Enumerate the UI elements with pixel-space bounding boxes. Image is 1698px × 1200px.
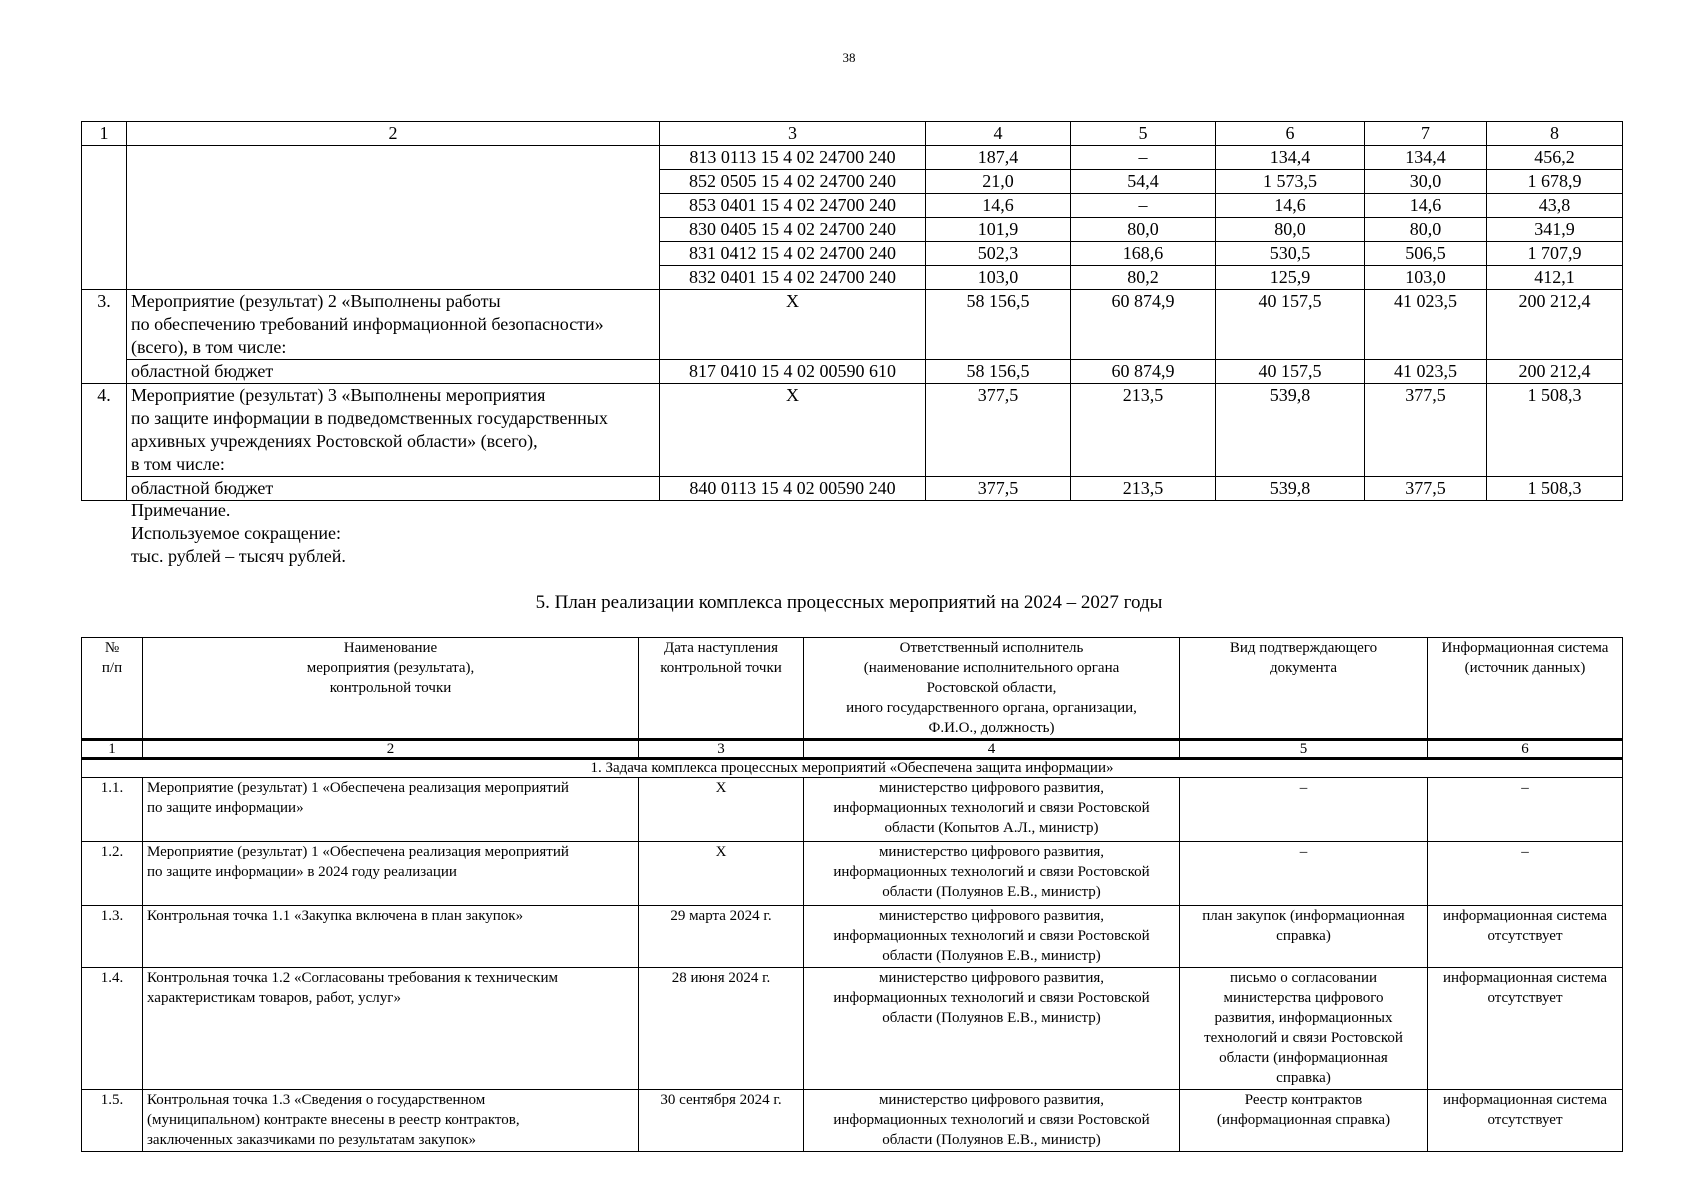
value-cell: 14,6: [926, 194, 1071, 218]
activity-name-line: Мероприятие (результат) 3 «Выполнены мероприятия: [131, 385, 546, 405]
header-line: Ответственный исполнитель: [899, 640, 1084, 656]
responsible-line: информационных технологий и связи Ростовской: [833, 1112, 1150, 1128]
responsible-line: министерство цифрового развития,: [878, 1092, 1105, 1108]
table-header-row: [82, 122, 1623, 146]
empty-cell: [127, 146, 660, 290]
value-cell: 80,0: [1216, 218, 1365, 242]
info-system-line: информационная система: [1442, 970, 1608, 986]
document-line: (информационная справка): [1216, 1112, 1391, 1128]
header-cell: [804, 638, 1180, 740]
value-cell: 1 707,9: [1487, 242, 1623, 266]
value-cell: 187,4: [926, 146, 1071, 170]
activity-name: [143, 842, 639, 906]
value-cell: 60 874,9: [1071, 360, 1216, 384]
header-cell: [1180, 638, 1428, 740]
value-cell: 377,5: [926, 477, 1071, 501]
task-row: [82, 759, 1623, 778]
table-row: [82, 477, 1623, 501]
document-line: –: [1299, 844, 1308, 860]
budget-code: X: [660, 384, 926, 477]
document-line: письмо о согласовании: [1229, 970, 1378, 986]
activity-name: [143, 1090, 639, 1152]
document-line: –: [1299, 780, 1308, 796]
responsible-line: области (Полуянов Е.В., министр): [882, 1132, 1101, 1148]
responsible-executor: [804, 906, 1180, 968]
value-cell: 412,1: [1487, 266, 1623, 290]
info-system: [1428, 906, 1623, 968]
activity-name-line: по обеспечению требований информационной безопасности»: [131, 314, 604, 334]
value-cell: 134,4: [1216, 146, 1365, 170]
document-type: [1180, 906, 1428, 968]
header-cell: 8: [1487, 122, 1623, 146]
info-system-line: отсутствует: [1487, 990, 1563, 1006]
table-row: [82, 384, 1623, 477]
header-cell: 5: [1071, 122, 1216, 146]
info-system: [1428, 842, 1623, 906]
header-line: (источник данных): [1464, 660, 1586, 676]
column-number: 5: [1180, 740, 1428, 759]
header-line: иного государственного органа, организации,: [846, 700, 1137, 716]
value-cell: 80,2: [1071, 266, 1216, 290]
document-line: развития, информационных: [1214, 1010, 1393, 1026]
value-cell: 502,3: [926, 242, 1071, 266]
header-line: контрольной точки: [329, 680, 452, 696]
value-cell: 377,5: [1365, 384, 1487, 477]
responsible-executor: [804, 1090, 1180, 1152]
value-cell: 1 573,5: [1216, 170, 1365, 194]
value-cell: 341,9: [1487, 218, 1623, 242]
info-system: [1428, 778, 1623, 842]
value-cell: 539,8: [1216, 477, 1365, 501]
responsible-line: министерство цифрового развития,: [878, 908, 1105, 924]
document-line: справка): [1276, 928, 1331, 944]
activity-name-line: характеристикам товаров, работ, услуг»: [147, 990, 401, 1006]
responsible-line: министерство цифрового развития,: [878, 844, 1105, 860]
responsible-line: области (Полуянов Е.В., министр): [882, 1010, 1101, 1026]
responsible-line: области (Полуянов Е.В., министр): [882, 884, 1101, 900]
responsible-line: информационных технологий и связи Ростовской: [833, 864, 1150, 880]
value-cell: 40 157,5: [1216, 290, 1365, 360]
document-line: технологий и связи Ростовской: [1204, 1030, 1403, 1046]
column-number: 1: [82, 740, 143, 759]
budget-code: 817 0410 15 4 02 00590 610: [660, 360, 926, 384]
value-cell: 43,8: [1487, 194, 1623, 218]
value-cell: 200 212,4: [1487, 290, 1623, 360]
header-line: Ф.И.О., должность): [928, 720, 1055, 736]
budget-code: 852 0505 15 4 02 24700 240: [660, 170, 926, 194]
table-row: [82, 906, 1623, 968]
note-line: Используемое сокращение:: [131, 523, 341, 543]
activity-name-line: Контрольная точка 1.1 «Закупка включена в план закупок»: [147, 908, 524, 924]
value-cell: 58 156,5: [926, 290, 1071, 360]
table-header-row: [82, 638, 1623, 740]
row-number: 1.4.: [82, 968, 143, 1090]
table-row: [82, 842, 1623, 906]
value-cell: 134,4: [1365, 146, 1487, 170]
budget-code: 840 0113 15 4 02 00590 240: [660, 477, 926, 501]
value-cell: 14,6: [1216, 194, 1365, 218]
responsible-executor: [804, 968, 1180, 1090]
activity-name-line: Мероприятие (результат) 1 «Обеспечена реализация мероприятий: [147, 844, 569, 860]
header-cell: 1: [82, 122, 127, 146]
responsible-line: информационных технологий и связи Ростовской: [833, 800, 1150, 816]
budget-code: 813 0113 15 4 02 24700 240: [660, 146, 926, 170]
budget-source: областной бюджет: [127, 477, 660, 501]
document-line: министерства цифрового: [1223, 990, 1384, 1006]
row-number: 3.: [82, 290, 127, 384]
responsible-line: области (Полуянов Е.В., министр): [882, 948, 1101, 964]
empty-cell: [82, 146, 127, 290]
document-line: справка): [1276, 1070, 1331, 1086]
value-cell: 1 508,3: [1487, 384, 1623, 477]
note-line: тыс. рублей – тысяч рублей.: [131, 546, 346, 566]
control-date: X: [639, 842, 804, 906]
value-cell: 103,0: [1365, 266, 1487, 290]
header-line: №: [104, 640, 120, 656]
activity-name-line: архивных учреждениях Ростовской области» (всего),: [131, 431, 538, 451]
table-row: [82, 968, 1623, 1090]
responsible-line: информационных технологий и связи Ростовской: [833, 928, 1150, 944]
value-cell: 125,9: [1216, 266, 1365, 290]
value-cell: 101,9: [926, 218, 1071, 242]
header-line: п/п: [101, 660, 123, 676]
column-number-row: [82, 740, 1623, 759]
header-cell: 2: [127, 122, 660, 146]
document-type: [1180, 1090, 1428, 1152]
value-cell: 213,5: [1071, 384, 1216, 477]
activity-name-line: в том числе:: [131, 454, 225, 474]
activity-name-line: по защите информации в подведомственных государственных: [131, 408, 608, 428]
value-cell: 168,6: [1071, 242, 1216, 266]
note-title: Примечание.: [131, 500, 231, 520]
value-cell: 103,0: [926, 266, 1071, 290]
responsible-line: информационных технологий и связи Ростовской: [833, 990, 1150, 1006]
row-number: 1.3.: [82, 906, 143, 968]
task-title: 1. Задача комплекса процессных мероприятий «Обеспечена защита информации»: [82, 759, 1623, 778]
value-cell: 14,6: [1365, 194, 1487, 218]
table-row: [82, 290, 1623, 360]
budget-source: областной бюджет: [127, 360, 660, 384]
header-line: Информационная система: [1441, 640, 1609, 656]
column-number: 6: [1428, 740, 1623, 759]
budget-code: 830 0405 15 4 02 24700 240: [660, 218, 926, 242]
column-number: 4: [804, 740, 1180, 759]
activity-name-line: по защите информации»: [147, 800, 304, 816]
value-cell: 21,0: [926, 170, 1071, 194]
info-system-line: отсутствует: [1487, 1112, 1563, 1128]
column-number: 3: [639, 740, 804, 759]
control-date: X: [639, 778, 804, 842]
activity-name-line: заключенных заказчиками по результатам закупок»: [147, 1132, 477, 1148]
activity-name-line: по защите информации» в 2024 году реализации: [147, 864, 457, 880]
budget-code: X: [660, 290, 926, 360]
value-cell: 200 212,4: [1487, 360, 1623, 384]
header-line: Ростовской области,: [926, 680, 1057, 696]
document-line: области (информационная: [1219, 1050, 1388, 1066]
activity-name: [143, 906, 639, 968]
responsible-executor: [804, 778, 1180, 842]
value-cell: 60 874,9: [1071, 290, 1216, 360]
control-date: 30 сентября 2024 г.: [639, 1090, 804, 1152]
header-cell: [143, 638, 639, 740]
value-cell: 377,5: [1365, 477, 1487, 501]
table-row: [82, 360, 1623, 384]
value-cell: 530,5: [1216, 242, 1365, 266]
header-cell: [82, 638, 143, 740]
section-title: 5. План реализации комплекса процессных мероприятий на 2024 – 2027 годы: [535, 592, 1163, 613]
budget-code: 831 0412 15 4 02 24700 240: [660, 242, 926, 266]
value-cell: 377,5: [926, 384, 1071, 477]
funding-table: [81, 121, 1623, 501]
value-cell: 1 678,9: [1487, 170, 1623, 194]
info-system-line: информационная система: [1442, 1092, 1608, 1108]
responsible-executor: [804, 842, 1180, 906]
value-cell: –: [1071, 194, 1216, 218]
activity-name-line: (всего), в том числе:: [131, 337, 287, 357]
header-cell: 4: [926, 122, 1071, 146]
column-number: 2: [143, 740, 639, 759]
activity-name-line: Мероприятие (результат) 1 «Обеспечена реализация мероприятий: [147, 780, 569, 796]
value-cell: 456,2: [1487, 146, 1623, 170]
activity-name: [127, 384, 660, 477]
header-cell: 7: [1365, 122, 1487, 146]
header-cell: [1428, 638, 1623, 740]
value-cell: 506,5: [1365, 242, 1487, 266]
table-row: [82, 1090, 1623, 1152]
info-system-line: информационная система: [1442, 908, 1608, 924]
document-type: [1180, 842, 1428, 906]
activity-name-line: Мероприятие (результат) 2 «Выполнены работы: [131, 291, 501, 311]
value-cell: 539,8: [1216, 384, 1365, 477]
header-cell: 3: [660, 122, 926, 146]
value-cell: 1 508,3: [1487, 477, 1623, 501]
info-system-line: –: [1521, 780, 1529, 796]
responsible-line: министерство цифрового развития,: [878, 970, 1105, 986]
value-cell: 80,0: [1071, 218, 1216, 242]
header-line: (наименование исполнительного органа: [863, 660, 1120, 676]
responsible-line: области (Копытов А.Л., министр): [884, 820, 1099, 836]
budget-code: 832 0401 15 4 02 24700 240: [660, 266, 926, 290]
value-cell: 80,0: [1365, 218, 1487, 242]
info-system-line: –: [1521, 844, 1529, 860]
header-line: документа: [1269, 660, 1338, 676]
header-line: Наименование: [343, 640, 438, 656]
implementation-plan-table: [81, 637, 1623, 1152]
activity-name-line: (муниципальном) контракте внесены в реестр контрактов,: [147, 1112, 520, 1128]
info-system-line: отсутствует: [1487, 928, 1563, 944]
activity-name-line: Контрольная точка 1.3 «Сведения о государственном: [147, 1092, 486, 1108]
value-cell: –: [1071, 146, 1216, 170]
header-line: контрольной точки: [660, 660, 782, 676]
page-number: 38: [842, 50, 856, 65]
value-cell: 58 156,5: [926, 360, 1071, 384]
document-line: план закупок (информационная: [1202, 908, 1405, 924]
value-cell: 30,0: [1365, 170, 1487, 194]
row-number: 4.: [82, 384, 127, 501]
table-row: [82, 146, 1623, 170]
info-system: [1428, 1090, 1623, 1152]
header-line: Вид подтверждающего: [1229, 640, 1378, 656]
value-cell: 54,4: [1071, 170, 1216, 194]
activity-name: [127, 290, 660, 360]
row-number: 1.1.: [82, 778, 143, 842]
activity-name-line: Контрольная точка 1.2 «Согласованы требования к техническим: [147, 970, 558, 986]
document-type: [1180, 778, 1428, 842]
budget-code: 853 0401 15 4 02 24700 240: [660, 194, 926, 218]
value-cell: 40 157,5: [1216, 360, 1365, 384]
row-number: 1.2.: [82, 842, 143, 906]
document-line: Реестр контрактов: [1244, 1092, 1363, 1108]
value-cell: 213,5: [1071, 477, 1216, 501]
table-row: [82, 778, 1623, 842]
activity-name: [143, 778, 639, 842]
control-date: 29 марта 2024 г.: [639, 906, 804, 968]
responsible-line: министерство цифрового развития,: [878, 780, 1105, 796]
header-line: мероприятия (результата),: [306, 660, 475, 676]
header-cell: 6: [1216, 122, 1365, 146]
control-date: 28 июня 2024 г.: [639, 968, 804, 1090]
document-type: [1180, 968, 1428, 1090]
header-line: Дата наступления: [664, 640, 778, 656]
activity-name: [143, 968, 639, 1090]
note-block: [131, 499, 346, 568]
header-cell: [639, 638, 804, 740]
info-system: [1428, 968, 1623, 1090]
value-cell: 41 023,5: [1365, 290, 1487, 360]
row-number: 1.5.: [82, 1090, 143, 1152]
value-cell: 41 023,5: [1365, 360, 1487, 384]
